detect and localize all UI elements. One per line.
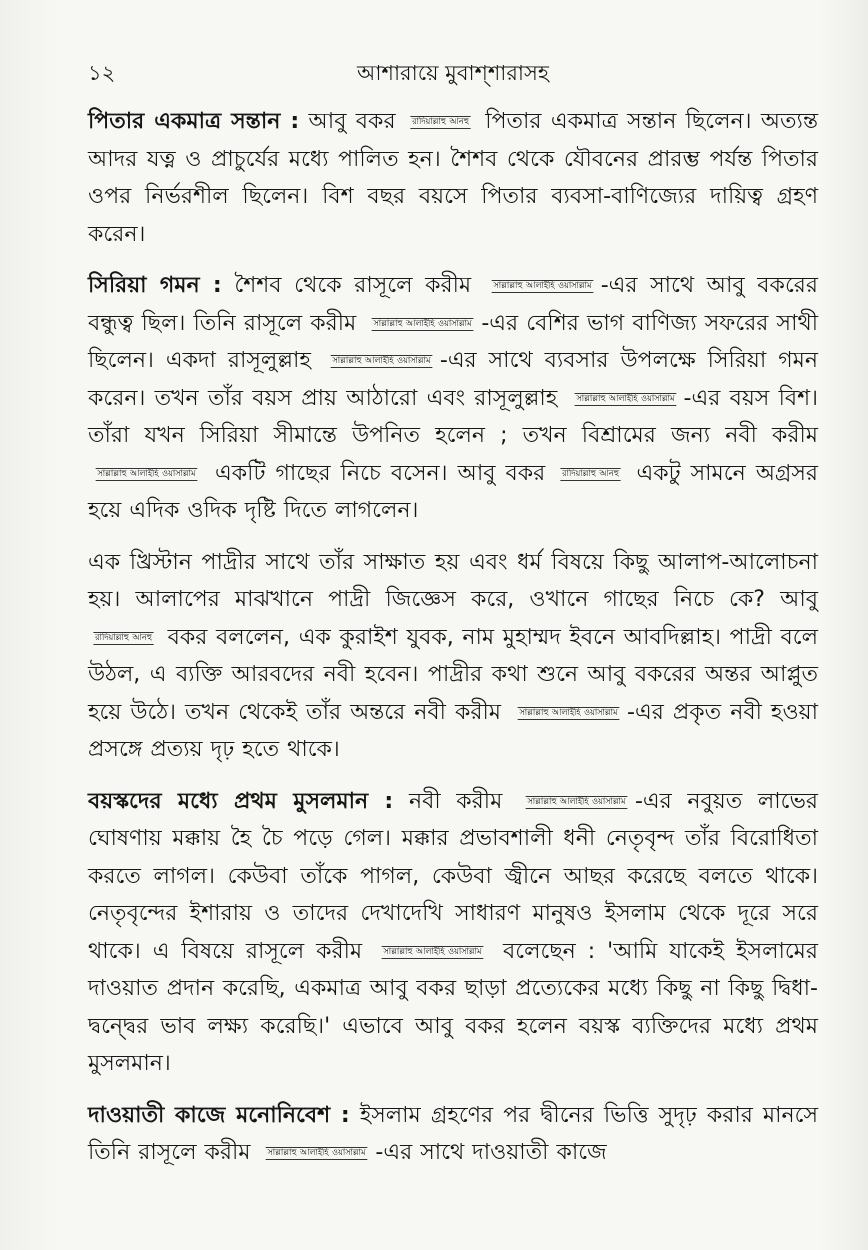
text-run: পিতার একমাত্র সন্তান ছিলেন। অত্যন্ত আদর যত্ন ও প্রাচুর্যের মধ্যে পালিত হন। শৈশব থেকে যৌবনের প্রারম্ভ পর্যন্ত পিতার ওপর নির্ভরশীল ছিলেন। বিশ বছর বয়সে পিতার ব্যবসা-বাণিজ্যের দায়িত্ব গ্রহণ করেন। [88, 109, 818, 247]
paragraph-first-adult-muslim [88, 783, 818, 1083]
page-header [88, 58, 818, 94]
text-run: নবী করীম [408, 788, 503, 814]
paragraph-dawah-work [88, 1097, 818, 1172]
honorific-glyph: সাল্লাল্লাহু আলাইহি ওয়াসাল্লাম [493, 281, 592, 291]
text-run: -এর প্রকৃত নবী হওয়া প্রসঙ্গে প্রত্যয় দৃঢ় হতে থাকে। [88, 699, 818, 762]
paragraph-only-child [88, 103, 818, 253]
honorific-glyph: সাল্লাল্লাহু আলাইহি ওয়াসাল্লাম [97, 468, 196, 479]
running-title: আশারায়ে মুবাশ্শারাসহ [357, 61, 549, 85]
text-run: আবু বকর [308, 109, 396, 134]
honorific-glyph: সাল্লাল্লাহু আলাইহি ওয়াসাল্লাম [267, 1148, 366, 1158]
text-run: একটি গাছের নিচে বসেন। আবু বকর [215, 460, 546, 486]
text-run: বলেছেন : 'আমি যাকেই ইসলামের দাওয়াত প্রদান করেছি, একমাত্র আবু বকর ছাড়া প্রত্যেকের মধ্যে কিছু না কিছু দ্বিধা-দ্বন্দ্বের ভাব লক্ষ্য করেছি।' এভাবে আবু বকর হলেন বয়স্ক ব্যক্তিদের মধ্যে প্রথম মুসলমান। [88, 938, 818, 1076]
text-run: একটু সামনে অগ্রসর হয়ে এদিক ওদিক দৃষ্টি দিতে লাগলেন। [88, 460, 818, 523]
text-run: -এর বেশির ভাগ বাণিজ্য সফরের সাথী ছিলেন। একদা রাসূলুল্লাহ [88, 310, 818, 373]
paragraph-journey-to-syria [88, 267, 818, 530]
text-run: শৈশব থেকে রাসূলে করীম [234, 273, 472, 298]
honorific-glyph: সাল্লাল্লাহু আলাইহি ওয়াসাল্লাম [519, 707, 618, 718]
honorific-glyph: সাল্লাল্লাহু আলাইহি ওয়াসাল্লাম [332, 356, 431, 366]
text-run: ইসলাম গ্রহণের পর দ্বীনের ভিত্তি সুদৃঢ় করার মানসে তিনি রাসূলে করীম [88, 1102, 818, 1165]
text-run: -এর সাথে আবু বকরের বন্ধুত্ব ছিল। তিনি রাসূলে করীম [88, 273, 818, 336]
honorific-glyph: সাল্লাল্লাহু আলাইহি ওয়াসাল্লাম [373, 318, 472, 329]
section-heading: বয়স্কদের মধ্যে প্রথম মুসলমান : [88, 788, 394, 814]
text-run: -এর বয়স বিশ। তাঁরা যখন সিরিয়া সীমান্তে উপনিত হলেন ; তখন বিশ্রামের জন্য নবী করীম [88, 385, 818, 448]
honorific-glyph: সাল্লাল্লাহু আলাইহি ওয়াসাল্লাম [527, 796, 626, 807]
page-number: ১২ [88, 61, 116, 85]
text-run: -এর সাথে দাওয়াতী কাজে [375, 1140, 607, 1165]
honorific-glyph: রাদিয়াল্লাহু আনহু [95, 632, 152, 643]
honorific-glyph: সাল্লাল্লাহু আলাইহি ওয়াসাল্লাম [383, 946, 482, 957]
body-text [88, 103, 818, 1186]
paragraph-christian-priest [88, 544, 818, 769]
honorific-glyph: সাল্লাল্লাহু আলাইহি ওয়াসাল্লাম [576, 393, 675, 404]
section-heading: পিতার একমাত্র সন্তান : [88, 109, 300, 134]
text-run: বকর বললেন, এক কুরাইশ যুবক, নাম মুহাম্মদ ইবনে আবদিল্লাহ। পাদ্রী বলে উঠল, এ ব্যক্তি আরবদের নবী হবেন। পাদ্রীর কথা শুনে আবু বকরের অন্তর আপ্লুত হয়ে উঠে। তখন থেকেই তাঁর অন্তরে নবী করীম [88, 624, 818, 725]
section-heading: দাওয়াতী কাজে মনোনিবেশ : [88, 1102, 350, 1128]
section-heading: সিরিয়া গমন : [88, 273, 222, 298]
text-run: এক খ্রিস্টান পাদ্রীর সাথে তাঁর সাক্ষাত হয় এবং ধর্ম বিষয়ে কিছু আলাপ-আলোচনা হয়। আলাপের মাঝখানে পাদ্রী জিজ্ঞেস করে, ওখানে গাছের নিচে কে? আবু [88, 549, 818, 612]
honorific-glyph: রাদিয়াল্লাহু আনহু [412, 117, 469, 127]
text-run: -এর সাথে ব্যবসার উপলক্ষে সিরিয়া গমন করেন। তখন তাঁর বয়স প্রায় আঠারো এবং রাসূলুল্লাহ [88, 348, 818, 411]
honorific-glyph: রাদিয়াল্লাহু আনহু [562, 468, 620, 479]
text-run: -এর নবুয়ত লাভের ঘোষণায় মক্কায় হৈ চৈ পড়ে গেল। মক্কার প্রভাবশালী ধনী নেতৃবৃন্দ তাঁর বিরোধিতা করতে লাগল। কেউবা তাঁকে পাগল, কেউবা জ্বীনে আছর করেছে বলতে থাকে। নেতৃবৃন্দের ইশারায় ও তাদের দেখাদেখি সাধারণ মানুষও ইসলাম থেকে দূরে সরে থাকে। এ বিষয়ে রাসূলে করীম [88, 788, 819, 964]
